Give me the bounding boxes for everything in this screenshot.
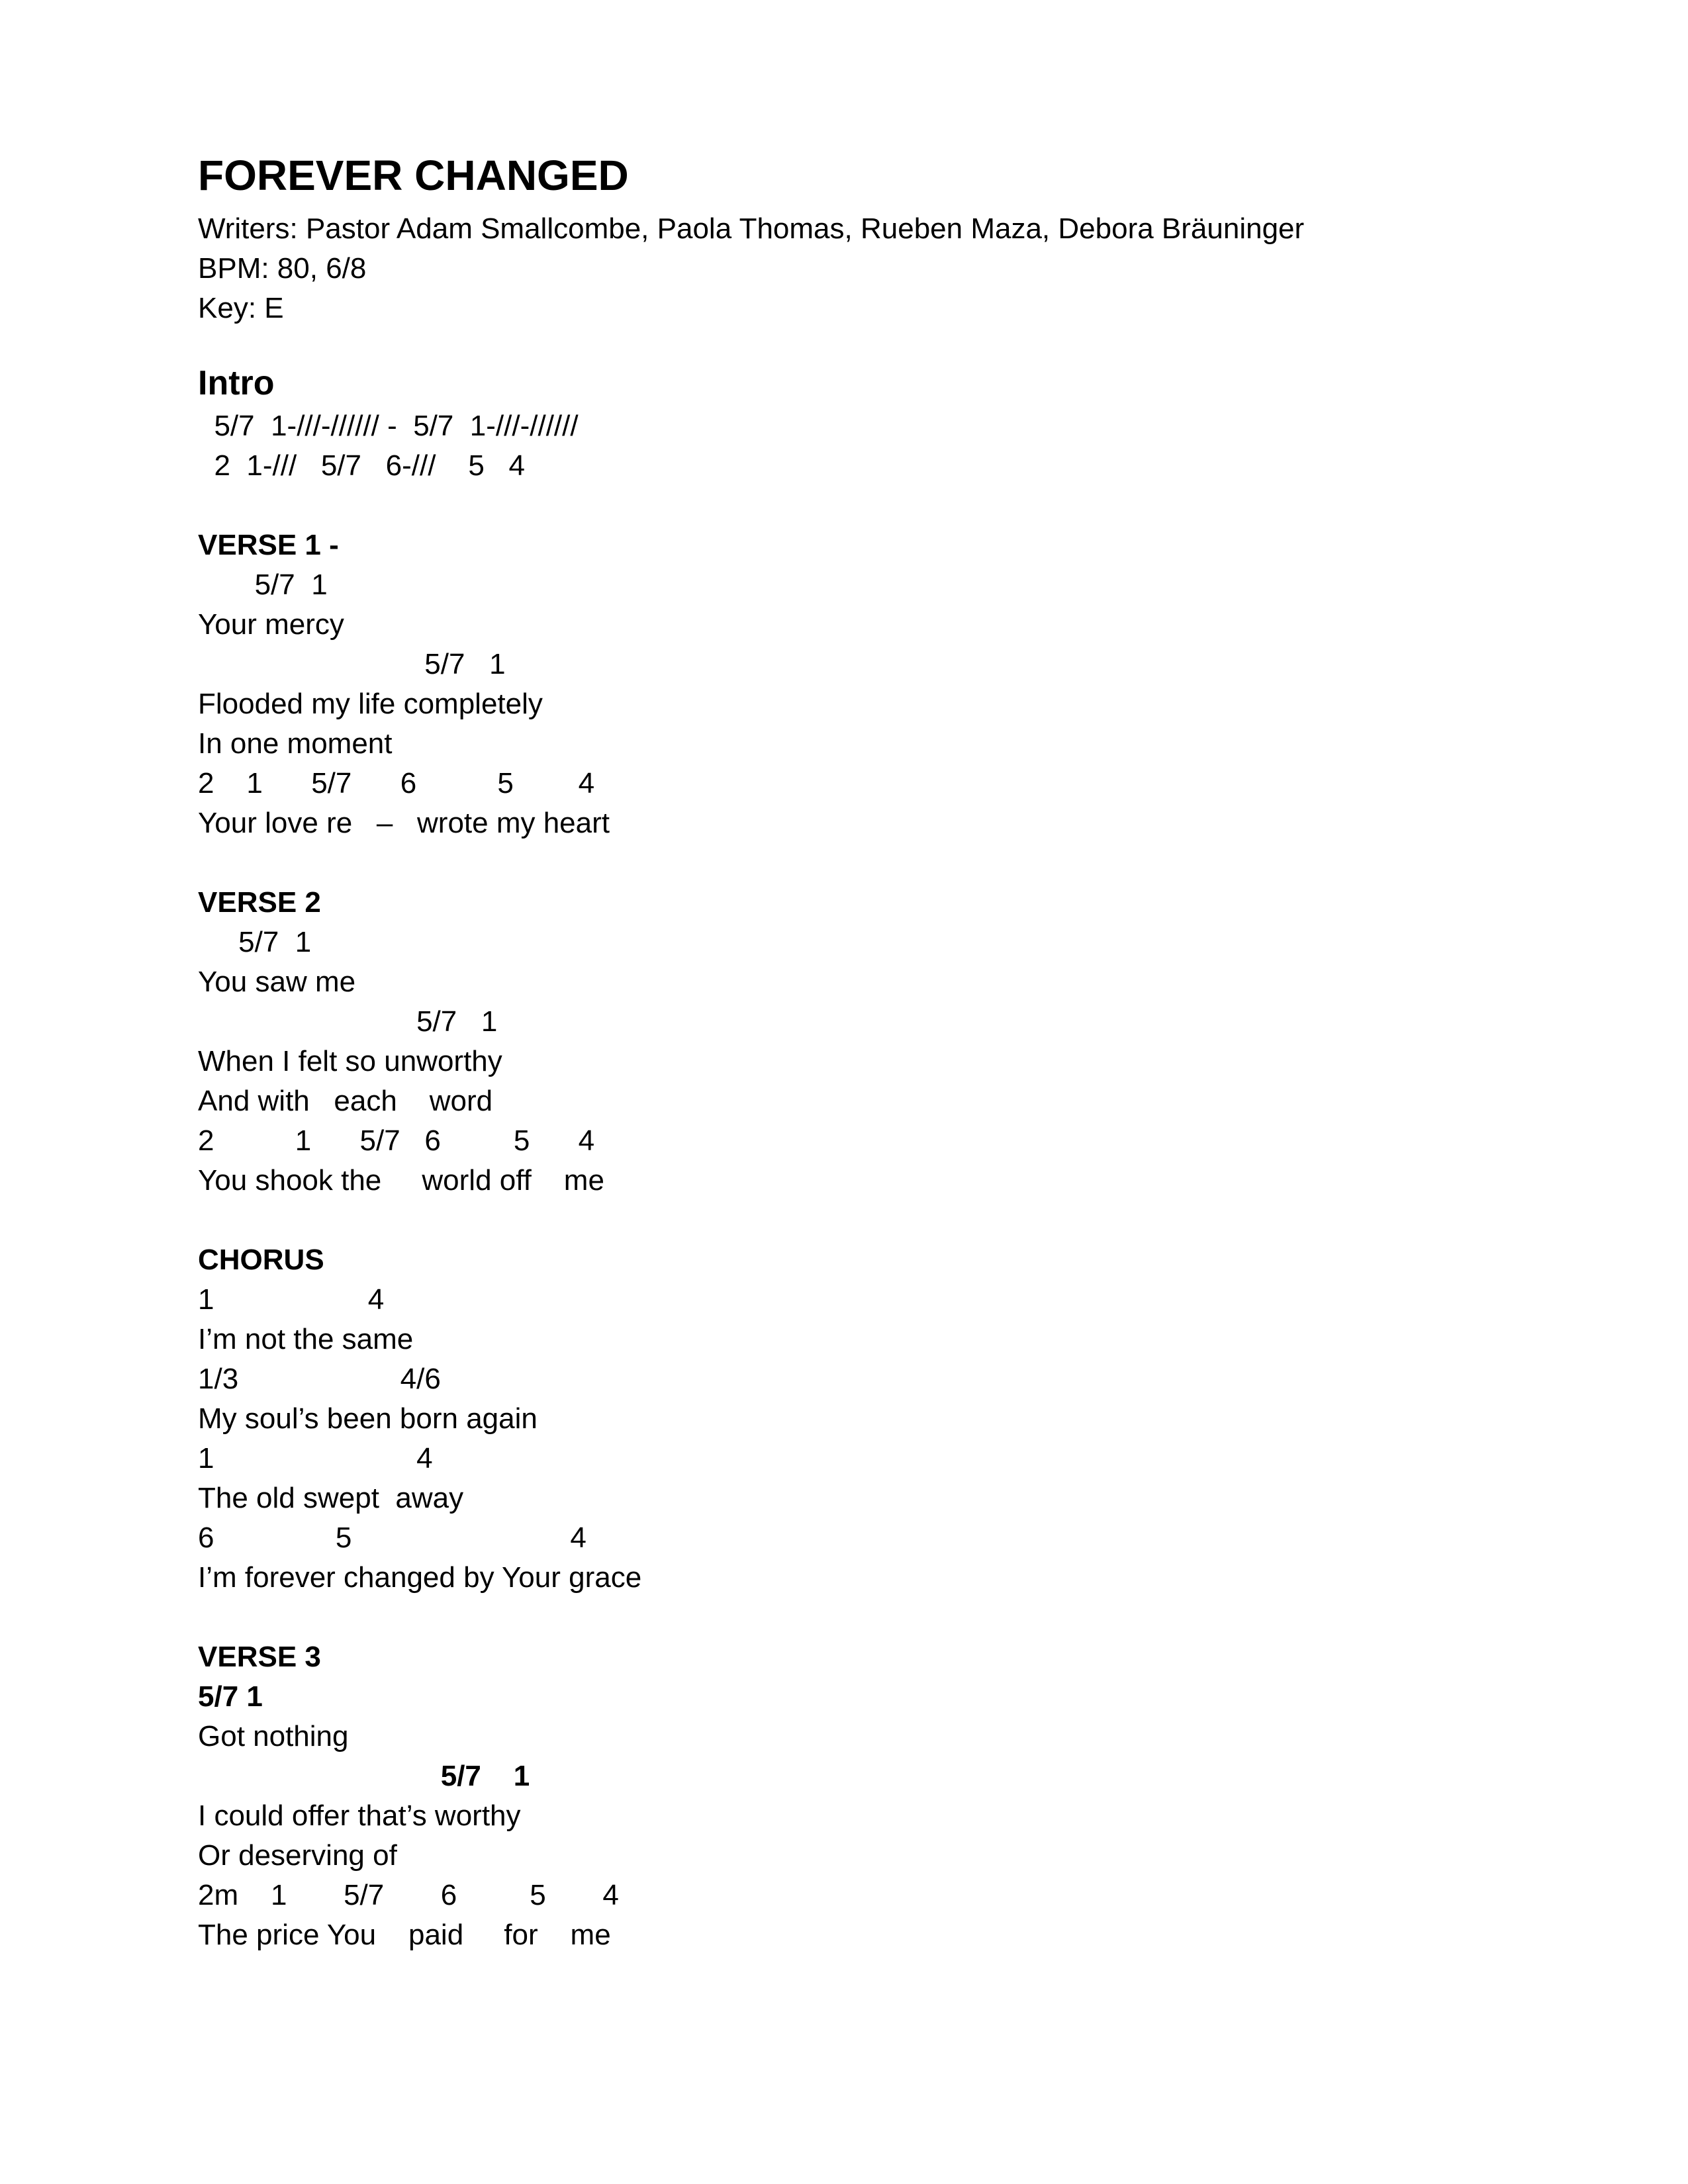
lyric-line: Or deserving of [198,1839,397,1872]
chord-line: 5/7 1 [198,569,328,601]
verse2-section [198,883,1522,1201]
chord-line: 5/7 1 [198,1680,263,1713]
lyric-line: In one moment [198,727,393,760]
lyric-line: I’m not the same [198,1323,414,1355]
lyric-line: Your love re – wrote my heart [198,807,610,839]
song-title: FOREVER CHANGED [198,152,629,199]
intro-heading: Intro [198,364,275,402]
chord-line: 2 1 5/7 6 5 4 [198,1124,595,1157]
lyric-line: Your mercy [198,608,344,641]
writers-line: Writers: Pastor Adam Smallcombe, Paola Thomas, Rueben Maza, Debora Bräuninger [198,212,1305,245]
intro-chord-line: 2 1-/// 5/7 6-/// 5 4 [198,449,525,482]
lyric-line: The old swept away [198,1482,464,1514]
song-sheet [198,146,1522,1955]
verse2-heading: VERSE 2 [198,886,321,919]
chorus-heading: CHORUS [198,1244,324,1276]
lyric-line: I’m forever changed by Your grace [198,1561,642,1594]
verse1-section [198,525,1522,843]
lyric-line: I could offer that’s worthy [198,1799,521,1832]
chord-line: 2 1 5/7 6 5 4 [198,767,595,799]
chord-line: 6 5 4 [198,1522,586,1554]
lyric-line: Got nothing [198,1720,349,1752]
lyric-line: When I felt so unworthy [198,1045,502,1077]
chord-line: 5/7 1 [198,1005,498,1038]
lyric-line: The price You paid for me [198,1919,611,1951]
lyric-line: My soul’s been born again [198,1402,538,1435]
verse3-section [198,1637,1522,1955]
key-line: Key: E [198,292,284,324]
chord-line: 2m 1 5/7 6 5 4 [198,1879,619,1911]
chord-line: 1/3 4/6 [198,1363,441,1395]
intro-section [198,406,1522,486]
verse1-heading: VERSE 1 - [198,529,339,561]
chord-line: 5/7 1 [198,1760,530,1792]
chord-line: 1 4 [198,1442,433,1475]
intro-chord-line: 5/7 1-///-////// - 5/7 1-///-////// [198,410,579,442]
bpm-line: BPM: 80, 6/8 [198,252,367,285]
chord-line: 5/7 1 [198,648,506,680]
chord-line: 5/7 1 [198,926,312,958]
chord-line: 1 4 [198,1283,385,1316]
song-meta [198,209,1522,328]
lyric-line: You saw me [198,966,356,998]
verse3-heading: VERSE 3 [198,1641,321,1673]
lyric-line: Flooded my life completely [198,688,543,720]
lyric-line: And with each word [198,1085,493,1117]
chorus-section [198,1240,1522,1598]
lyric-line: You shook the world off me [198,1164,604,1197]
